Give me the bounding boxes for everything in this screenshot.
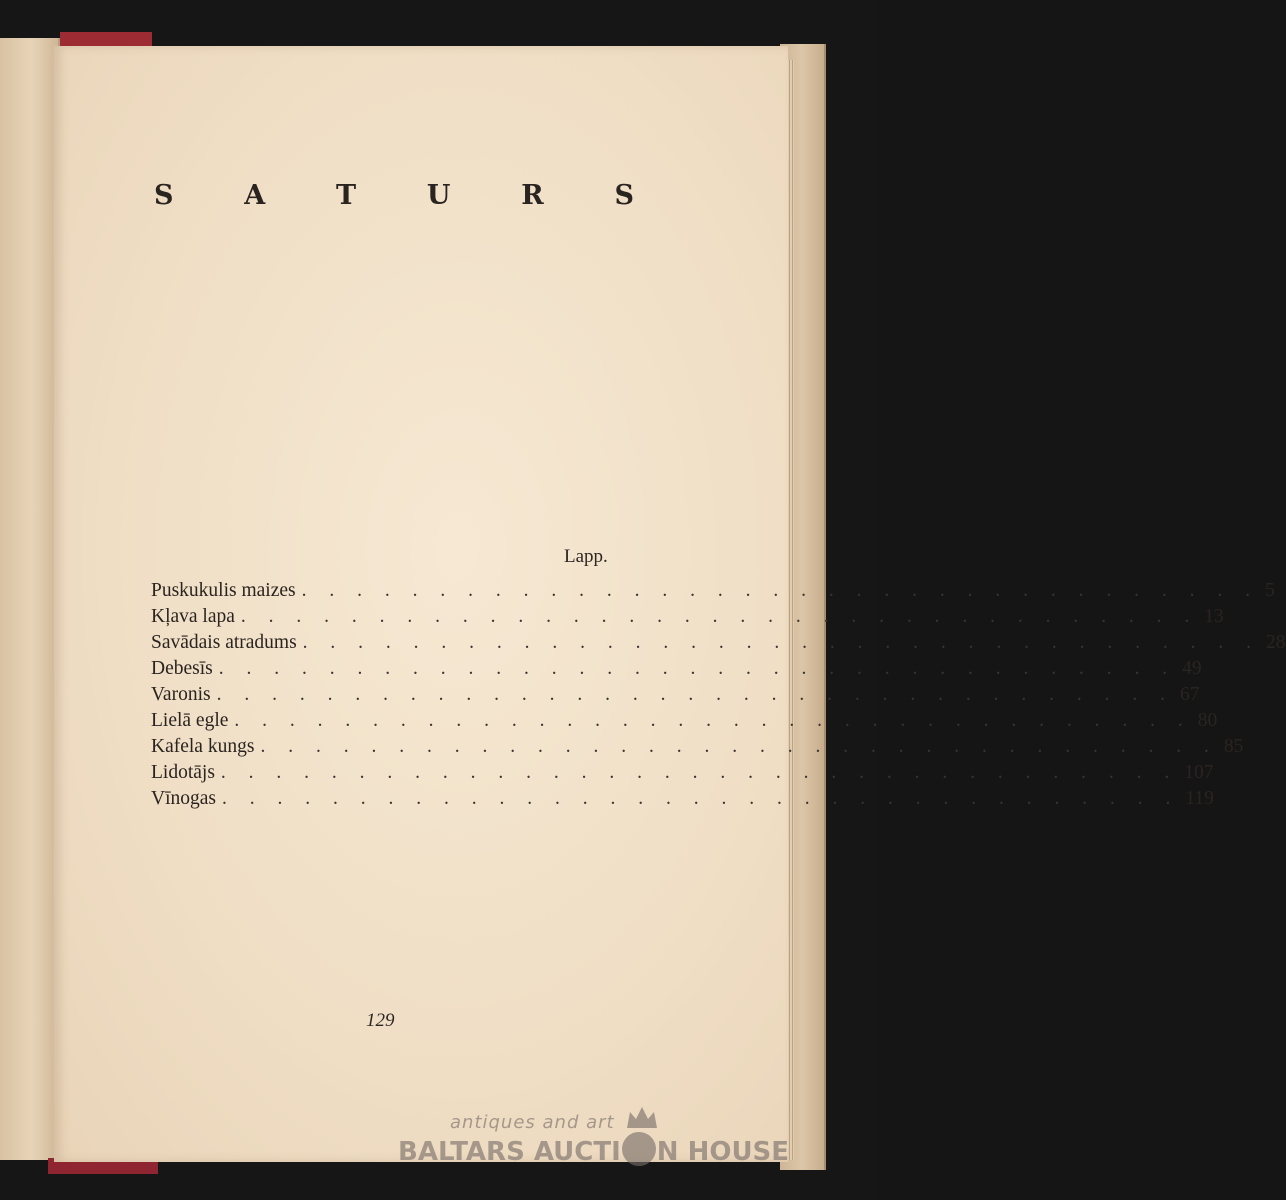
toc-entry-page: 119 [1185,788,1214,809]
toc-entry-title: Lielā egle [151,710,229,731]
page-column-header: Lapp. [564,546,608,567]
toc-entry-page: 13 [1204,606,1224,627]
left-page-edge [0,38,60,1160]
toc-entry-page: 85 [1223,736,1244,757]
title-letter: A [244,180,266,211]
toc-leader-dots: . . . . . . . . . . . . . . . . . . . . . . . . . . . . . . . . . . . [301,580,1259,601]
title-letter: R [521,180,544,211]
watermark-brand-start: BALTARS AUCTI [398,1137,621,1167]
toc-entry [151,606,1224,632]
toc-entry-title: Debesīs [151,658,213,679]
toc-leader-dots: . . . . . . . . . . . . . . . . . . . . . . . . . . . . . . . . . . . [220,762,1179,783]
toc-entry-page: 80 [1197,710,1218,731]
toc-entry [151,736,1244,762]
toc-leader-dots: . . . . . . . . . . . . . . . . . . . . . . . . . . . . . . . . . . . [218,658,1177,679]
toc-leader-dots: . . . . . . . . . . . . . . . . . . . . . . . . . . . . . . . . . . . [216,684,1174,705]
title-letter: S [614,180,634,211]
title-letter: U [426,180,451,211]
toc-entry-page: 5 [1265,580,1275,601]
contents-page [54,46,1286,1162]
table-of-contents [151,580,1286,814]
toc-entry [151,658,1202,684]
title-letter: T [336,180,357,211]
page-title [154,180,634,211]
crown-icon [624,1104,660,1132]
toc-entry-page: 49 [1182,658,1202,679]
toc-entry-title: Lidotājs [151,762,215,783]
toc-entry-title: Kafela kungs [151,736,255,757]
toc-entry [151,788,1214,814]
toc-leader-dots: . . . . . . . . . . . . . . . . . . . . . . . . . . . . . . . . . . . [302,632,1261,653]
toc-entry [151,762,1214,788]
toc-entry [151,684,1200,710]
watermark-tagline: antiques and art [450,1112,615,1133]
watermark-circle-icon [622,1132,656,1166]
toc-leader-dots: . . . . . . . . . . . . . . . . . . . . . . . . . . . . . . . . . . . [260,736,1218,757]
toc-entry-page: 67 [1179,684,1200,705]
toc-entry [151,710,1218,736]
page-number: 129 [366,1010,395,1031]
watermark-brand [398,1132,789,1167]
watermark-brand-end: N HOUSE [656,1137,790,1167]
toc-entry-page: 107 [1184,762,1214,783]
toc-entry [151,580,1275,606]
title-letter: S [154,180,174,211]
toc-leader-dots: . . . . . . . . . . . . . . . . . . . . . . . . . . . . . . . . . . . [222,788,1180,809]
toc-entry-page: 28 [1266,632,1286,653]
toc-entry [151,632,1286,658]
toc-entry-title: Puskukulis maizes [151,580,296,601]
toc-leader-dots: . . . . . . . . . . . . . . . . . . . . . . . . . . . . . . . . . . . [234,710,1192,731]
toc-entry-title: Savādais atradums [151,632,297,653]
toc-leader-dots: . . . . . . . . . . . . . . . . . . . . . . . . . . . . . . . . . . . [240,606,1199,627]
toc-entry-title: Varonis [151,684,211,705]
toc-entry-title: Vīnogas [151,788,216,809]
toc-entry-title: Kļava lapa [151,606,235,627]
